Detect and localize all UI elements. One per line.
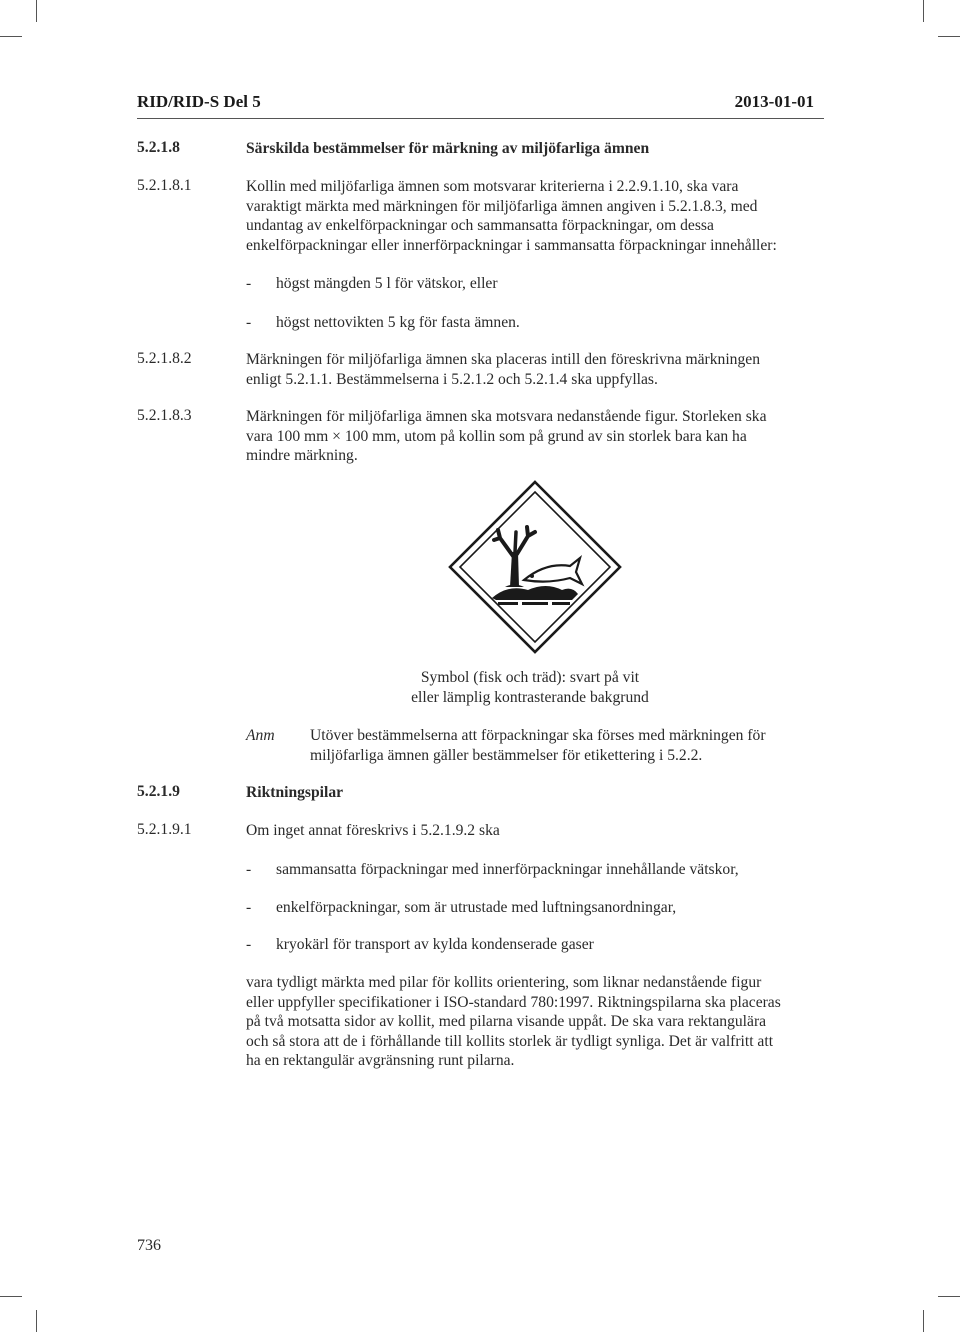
note-label: Anm — [246, 727, 275, 744]
ground-icon — [492, 586, 578, 605]
page-number: 736 — [137, 1237, 161, 1254]
list-item: högst nettovikten 5 kg för fasta ämnen. — [276, 314, 520, 331]
diamond-inner-border — [460, 492, 610, 642]
crop-mark — [923, 0, 924, 22]
paragraph-intro: Om inget annat föreskrivs i 5.2.1.9.2 ska — [246, 822, 500, 839]
section-number: 5.2.1.9 — [137, 783, 180, 800]
paragraph-body — [246, 973, 846, 1071]
dash-bullet: - — [246, 314, 252, 331]
diamond-border — [450, 482, 620, 652]
list-item: kryokärl för transport av kylda kondenserade gaser — [276, 936, 594, 953]
dash-bullet: - — [246, 861, 252, 878]
text-line: enkelförpackningar eller innerförpackningar i sammansatta förpackningar innehåller: — [246, 236, 777, 254]
list-item: sammansatta förpackningar med innerförpackningar innehållande vätskor, — [276, 861, 739, 878]
text-line: på två motsatta sidor av kollit, med pilarna visande uppåt. De ska vara rektangulära — [246, 1013, 767, 1030]
caption-line: Symbol (fisk och träd): svart på vit — [420, 669, 640, 686]
running-header-date: 2013-01-01 — [734, 92, 814, 111]
text-line: varaktigt märkta med märkningen för miljöfarliga ämnen angiven i 5.2.1.8.3, med — [246, 197, 758, 215]
text-line: vara tydligt märkta med pilar för kollits orientering, som liknar nedanstående figur — [246, 974, 762, 991]
list-item: enkelförpackningar, som är utrustade med luftningsanordningar, — [276, 899, 677, 916]
section-title: Särskilda bestämmelser för märkning av miljöfarliga ämnen — [246, 140, 650, 157]
header-rule — [137, 118, 824, 119]
crop-mark — [0, 1296, 22, 1297]
crop-mark — [36, 0, 37, 22]
dash-bullet: - — [246, 275, 252, 292]
crop-mark — [923, 1310, 924, 1332]
text-line: Märkningen för miljöfarliga ämnen ska motsvara nedanstående figur. Storleken ska — [246, 408, 767, 425]
text-line: enligt 5.2.1.1. Bestämmelserna i 5.2.1.2 och 5.2.1.4 ska uppfyllas. — [246, 370, 658, 388]
dash-bullet: - — [246, 936, 252, 953]
dash-bullet: - — [246, 899, 252, 916]
text-line: miljöfarliga ämnen gäller bestämmelser för etikettering i 5.2.2. — [310, 746, 703, 764]
text-line: Kollin med miljöfarliga ämnen som motsvarar kriterierna i 2.2.9.1.10, ska vara — [246, 178, 739, 195]
crop-mark — [36, 1310, 37, 1332]
text-line: Utöver bestämmelserna att förpackningar ska förses med märkningen för — [310, 727, 766, 744]
crop-mark — [938, 36, 960, 37]
crop-mark — [0, 36, 22, 37]
text-line: mindre märkning. — [246, 447, 358, 464]
dead-fish-icon — [524, 558, 582, 584]
paragraph-body — [246, 177, 846, 255]
text-line: ha en rektangulär avgränsning runt pilarna. — [246, 1052, 515, 1069]
text-line: eller uppfyller specifikationer i ISO-standard 780:1997. Riktningspilarna ska placeras — [246, 993, 781, 1011]
text-line: undantag av enkelförpackningar och sammansatta förpackningar, om dessa — [246, 217, 714, 234]
text-line: vara 100 mm × 100 mm, utom på kollin som på grund av sin storlek bara kan ha — [246, 427, 747, 445]
section-title: Riktningspilar — [246, 784, 344, 801]
figure-caption — [380, 668, 680, 707]
caption-line: eller lämplig kontrasterande bakgrund — [411, 688, 649, 706]
paragraph-number: 5.2.1.8.3 — [137, 407, 192, 424]
text-line: och så stora att de i förhållande till kollits storlek är tydligt synliga. Det är valfritt att — [246, 1032, 774, 1050]
paragraph-body — [246, 350, 846, 389]
paragraph-number: 5.2.1.9.1 — [137, 821, 192, 838]
paragraph-number: 5.2.1.8.2 — [137, 350, 192, 367]
section-number: 5.2.1.8 — [137, 139, 180, 156]
note-body — [310, 726, 850, 765]
text-line: Märkningen för miljöfarliga ämnen ska placeras intill den föreskrivna märkningen — [246, 351, 760, 368]
running-header-title: RID/RID-S Del 5 — [137, 92, 261, 111]
paragraph-body — [246, 407, 846, 466]
paragraph-number: 5.2.1.8.1 — [137, 177, 192, 194]
environmental-hazard-mark — [448, 480, 622, 654]
list-item: högst mängden 5 l för vätskor, eller — [276, 275, 498, 292]
crop-mark — [938, 1296, 960, 1297]
